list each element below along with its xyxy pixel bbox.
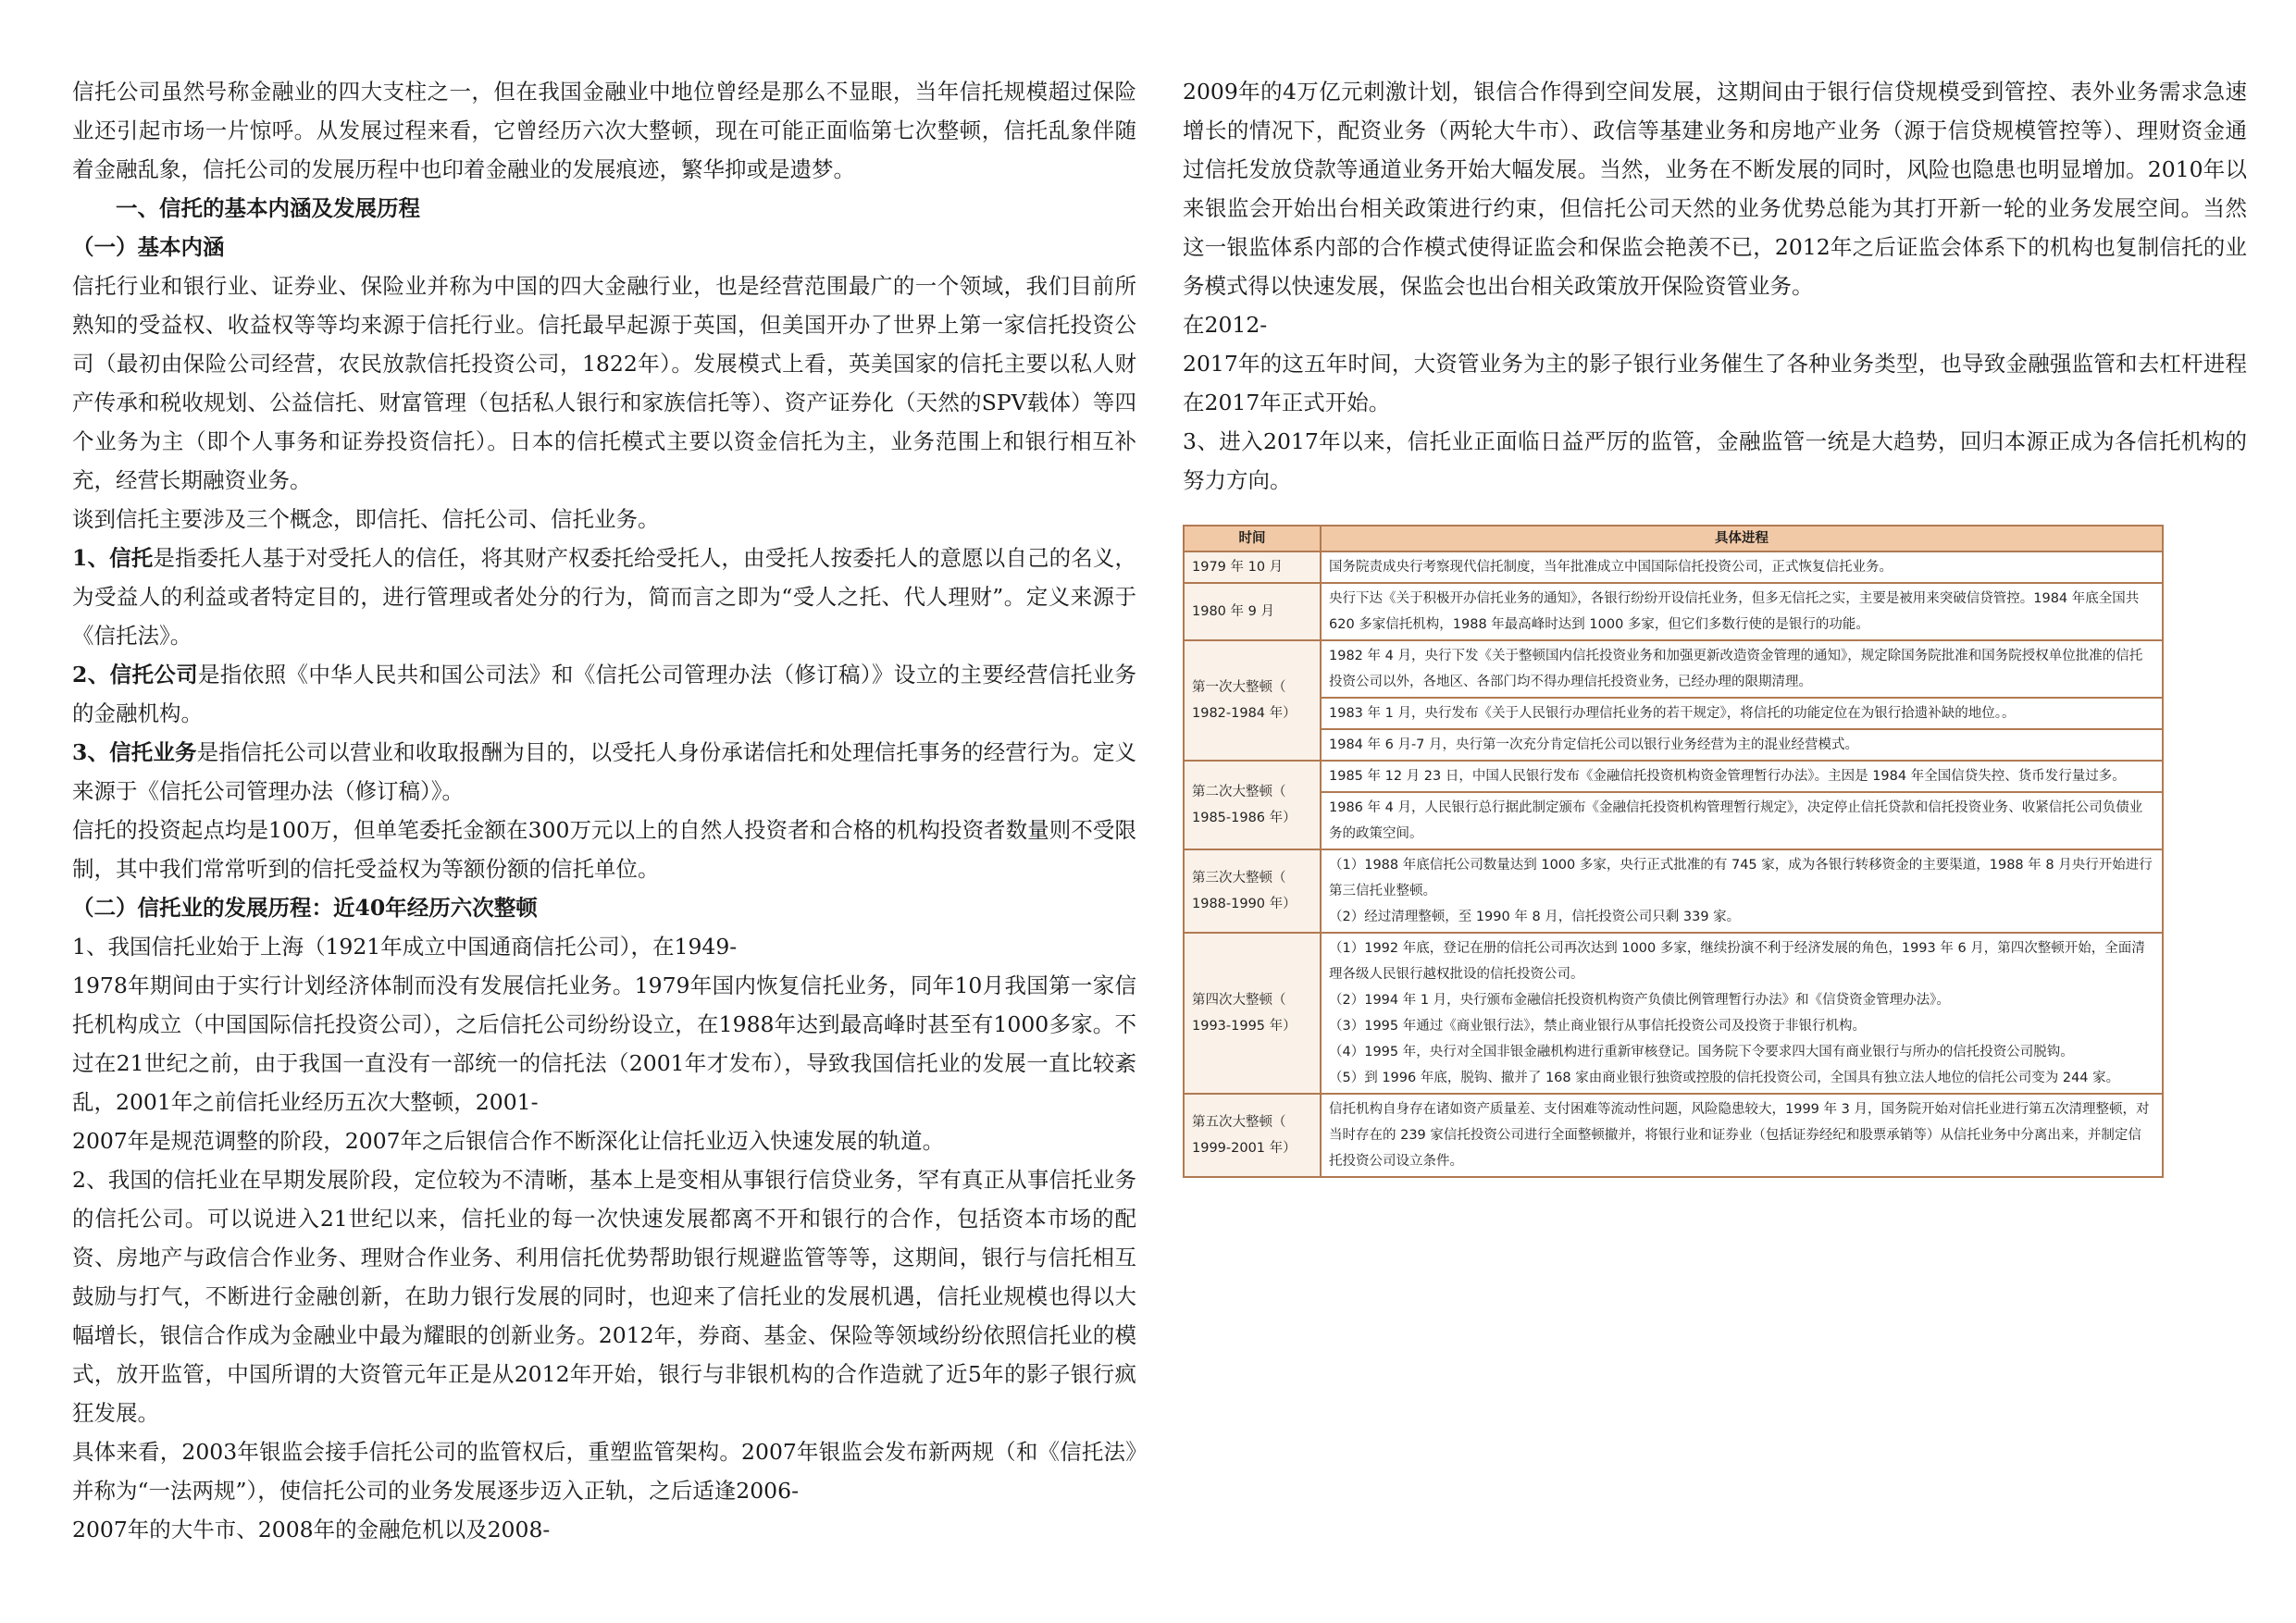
- table-header-progress: 具体进程: [1321, 526, 2163, 551]
- term-trust-business: 3、信托业务: [72, 739, 197, 765]
- table-cell-event: 1982 年 4 月，央行下发《关于整顿国内信托投资业务和加强更新改造资金管理的通知》，规定除国务院批准和国务院授权单位批准的信托投资公司以外，各地区、各部门均不得办理信托投资业务，已经办理的限期清理。: [1321, 640, 2163, 698]
- history-paragraph-1c: 2007年是规范调整的阶段，2007年之后银信合作不断深化让信托业迈入快速发展的轨道。: [72, 1128, 945, 1154]
- table-cell-time: 第四次大整顿（ 1993-1995 年）: [1184, 933, 1321, 1094]
- event-item: （2）经过清理整顿，至 1990 年 8 月，信托投资公司只剩 339 家。: [1329, 910, 1741, 924]
- table-row: [1184, 729, 2163, 761]
- table-cell-event: [1321, 933, 2163, 1094]
- table-cell-time: 第一次大整顿（ 1982-1984 年）: [1184, 640, 1321, 761]
- table-cell-time: 1979 年 10 月: [1184, 551, 1321, 583]
- table-row: [1184, 761, 2163, 792]
- table-cell-event: [1321, 849, 2163, 933]
- definition-trust-company: [72, 655, 1136, 733]
- right-paragraph-2a: 在2012-: [1183, 312, 1268, 338]
- definition-trust-business-text: 是指信托公司以营业和收取报酬为目的，以受托人身份承诺信托和处理信托事务的经营行为。定义来源于《信托公司管理办法（修订稿）》。: [72, 739, 1136, 804]
- subsection-heading-history: （二）信托业的发展历程：近40年经历六次整顿: [72, 895, 538, 921]
- table-header-row: [1184, 526, 2163, 551]
- section-heading-1: 一、信托的基本内涵及发展历程: [116, 195, 420, 221]
- paragraph-trust-industry: 信托行业和银行业、证券业、保险业并称为中国的四大金融行业，也是经营范围最广的一个领域，我们目前所熟知的受益权、收益权等等均来源于信托行业。信托最早起源于英国，但美国开办了世界上第一家信托投资公司（最初由保险公司经营，农民放款信托投资公司，1822年）。发展模式上看，英美国家的信托主要以私人财产传承和税收规划、公益信托、财富管理（包括私人银行和家族信托等）、资产证券化（天然的SPV载体）等四个业务为主（即个人事务和证券投资信托）。日本的信托模式主要以资金信托为主，业务范围上和银行相互补充，经营长期融资业务。: [72, 273, 1136, 493]
- event-item: （2）1994 年 1 月，央行颁布金融信托投资机构资产负债比例管理暂行办法》和《信贷资金管理办法》。: [1329, 993, 1950, 1008]
- history-paragraph-3a: 具体来看，2003年银监会接手信托公司的监管权后，重塑监管架构。2007年银监会发布新两规（和《信托法》并称为“一法两规”），使信托公司的业务发展逐步迈入正轨，之后适逢2006-: [72, 1439, 1136, 1504]
- history-paragraph-1a: 1、我国信托业始于上海（1921年成立中国通商信托公司），在1949-: [72, 934, 738, 960]
- table-cell-event: 1984 年 6 月-7 月，央行第一次充分肯定信托公司以银行业务经营为主的混业经营模式。: [1321, 729, 2163, 761]
- event-item: （1）1988 年底信托公司数量达到 1000 多家，央行正式批准的有 745 家，成为各银行转移资金的主要渠道，1988 年 8 月央行开始进行第三信托业整顿。: [1329, 858, 2153, 898]
- paragraph-three-concepts: 谈到信托主要涉及三个概念，即信托、信托公司、信托业务。: [72, 506, 660, 532]
- table-row: [1184, 698, 2163, 729]
- paragraph-investment-threshold: 信托的投资起点均是100万，但单笔委托金额在300万元以上的自然人投资者和合格的机构投资者数量则不受限制，其中我们常常听到的信托受益权为等额份额的信托单位。: [72, 817, 1136, 882]
- table-cell-time: 1980 年 9 月: [1184, 583, 1321, 640]
- table-cell-event: 1985 年 12 月 23 日，中国人民银行发布《金融信托投资机构资金管理暂行办法》。主因是 1984 年全国信贷失控、货币发行量过多。: [1321, 761, 2163, 792]
- left-column: [72, 72, 1136, 1549]
- definition-trust-text: 是指委托人基于对受托人的信任，将其财产权委托给受托人，由受托人按委托人的意愿以自己的名义，为受益人的利益或者特定目的，进行管理或者处分的行为，简而言之即为“受人之托、代人理财”。定义来源于《信托法》。: [72, 545, 1136, 649]
- table-cell-event: 信托机构自身存在诸如资产质量差、支付困难等流动性问题，风险隐患较大，1999 年 3 月，国务院开始对信托业进行第五次清理整顿，对当时存在的 239 家信托投资公司进行全面整顿撤并，将银行业和证券业（包括证券经纪和股票承销等）从信托业务中分离出来，并制定信托投资公司设立条件。: [1321, 1094, 2163, 1177]
- table-cell-time: 第二次大整顿（ 1985-1986 年）: [1184, 761, 1321, 849]
- table-cell-time: 第五次大整顿（ 1999-2001 年）: [1184, 1094, 1321, 1177]
- right-column: [1183, 72, 2247, 500]
- event-item: （3）1995 年通过《商业银行法》，禁止商业银行从事信托投资公司及投资于非银行机构。: [1329, 1019, 1866, 1034]
- table-cell-event: 国务院责成央行考察现代信托制度，当年批准成立中国国际信托投资公司，正式恢复信托业务。: [1321, 551, 2163, 583]
- right-paragraph-2b: 2017年的这五年时间，大资管业务为主的影子银行业务催生了各种业务类型，也导致金融强监管和去杠杆进程在2017年正式开始。: [1183, 351, 2247, 415]
- table-header-time: 时间: [1184, 526, 1321, 551]
- table-row: [1184, 1094, 2163, 1177]
- event-item: （1）1992 年底，登记在册的信托公司再次达到 1000 多家，继续扮演不利于经济发展的角色，1993 年 6 月，第四次整顿开始，全面清理各级人民银行越权批设的信托投资公司。: [1329, 941, 2145, 982]
- table-cell-time: 第三次大整顿（ 1988-1990 年）: [1184, 849, 1321, 933]
- history-paragraph-1b: 1978年期间由于实行计划经济体制而没有发展信托业务。1979年国内恢复信托业务，同年10月我国第一家信托机构成立（中国国际信托投资公司），之后信托公司纷纷设立，在1988年达到最高峰时甚至有1000多家。不过在21世纪之前，由于我国一直没有一部统一的信托法（2001年才发布），导致我国信托业的发展一直比较紊乱，2001年之前信托业经历五次大整顿，2001-: [72, 973, 1136, 1115]
- definition-trust-business: [72, 733, 1136, 811]
- table-row: [1184, 933, 2163, 1094]
- table-row: [1184, 792, 2163, 849]
- definition-trust: [72, 539, 1136, 655]
- table-cell-event: 1983 年 1 月，央行发布《关于人民银行办理信托业务的若干规定》，将信托的功能定位在为银行拾遗补缺的地位。。: [1321, 698, 2163, 729]
- term-trust-company: 2、信托公司: [72, 662, 199, 688]
- history-paragraph-3b: 2007年的大牛市、2008年的金融危机以及2008-: [72, 1517, 551, 1542]
- definition-trust-company-text: 是指依照《中华人民共和国公司法》和《信托公司管理办法（修订稿）》设立的主要经营信托业务的金融机构。: [72, 662, 1136, 726]
- table-cell-event: 央行下达《关于积极开办信托业务的通知》，各银行纷纷开设信托业务，但多无信托之实，主要是被用来突破信贷管控。1984 年底全国共 620 多家信托机构，1988 年最高峰时达到 1000 多家，但它们多数行使的是银行的功能。: [1321, 583, 2163, 640]
- trust-history-table: [1183, 525, 2164, 1178]
- table-cell-event: 1986 年 4 月，人民银行总行据此制定颁布《金融信托投资机构管理暂行规定》，决定停止信托贷款和信托投资业务、收紧信托公司负债业务的政策空间。: [1321, 792, 2163, 849]
- event-item: （5）到 1996 年底，脱钩、撤并了 168 家由商业银行独资或控股的信托投资公司，全国具有独立法人地位的信托公司变为 244 家。: [1329, 1071, 2120, 1085]
- right-paragraph-1: 2009年的4万亿元刺激计划，银信合作得到空间发展，这期间由于银行信贷规模受到管控、表外业务需求急速增长的情况下，配资业务（两轮大牛市）、政信等基建业务和房地产业务（源于信贷规模管控等）、理财资金通过信托发放贷款等通道业务开始大幅发展。当然，业务在不断发展的同时，风险也隐患也明显增加。2010年以来银监会开始出台相关政策进行约束，但信托公司天然的业务优势总能为其打开新一轮的业务发展空间。当然这一银监体系内部的合作模式使得证监会和保监会艳羡不已，2012年之后证监会体系下的机构也复制信托的业务模式得以快速发展，保监会也出台相关政策放开保险资管业务。: [1183, 79, 2247, 299]
- right-paragraph-3: 3、进入2017年以来，信托业正面临日益严厉的监管，金融监管一统是大趋势，回归本源正成为各信托机构的努力方向。: [1183, 428, 2247, 493]
- table-row: [1184, 583, 2163, 640]
- table-row: [1184, 551, 2163, 583]
- intro-paragraph: 信托公司虽然号称金融业的四大支柱之一，但在我国金融业中地位曾经是那么不显眼，当年信托规模超过保险业还引起市场一片惊呼。从发展过程来看，它曾经历六次大整顿，现在可能正面临第七次整顿，信托乱象伴随着金融乱象，信托公司的发展历程中也印着金融业的发展痕迹，繁华抑或是遗梦。: [72, 79, 1136, 182]
- subsection-heading-basic: （一）基本内涵: [72, 234, 225, 260]
- history-paragraph-2: 2、我国的信托业在早期发展阶段，定位较为不清晰，基本上是变相从事银行信贷业务，罕有真正从事信托业务的信托公司。可以说进入21世纪以来，信托业的每一次快速发展都离不开和银行的合作，包括资本市场的配资、房地产与政信合作业务、理财合作业务、利用信托优势帮助银行规避监管等等，这期间，银行与信托相互鼓励与打气，不断进行金融创新，在助力银行发展的同时，也迎来了信托业的发展机遇，信托业规模也得以大幅增长，银信合作成为金融业中最为耀眼的创新业务。2012年，券商、基金、保险等领域纷纷依照信托业的模式，放开监管，中国所谓的大资管元年正是从2012年开始，银行与非银机构的合作造就了近5年的影子银行疯狂发展。: [72, 1167, 1136, 1426]
- table-row: [1184, 640, 2163, 698]
- table-row: [1184, 849, 2163, 933]
- event-item: （4）1995 年，央行对全国非银金融机构进行重新审核登记。国务院下令要求四大国有商业银行与所办的信托投资公司脱钩。: [1329, 1045, 2074, 1059]
- term-trust: 1、信托: [72, 545, 154, 571]
